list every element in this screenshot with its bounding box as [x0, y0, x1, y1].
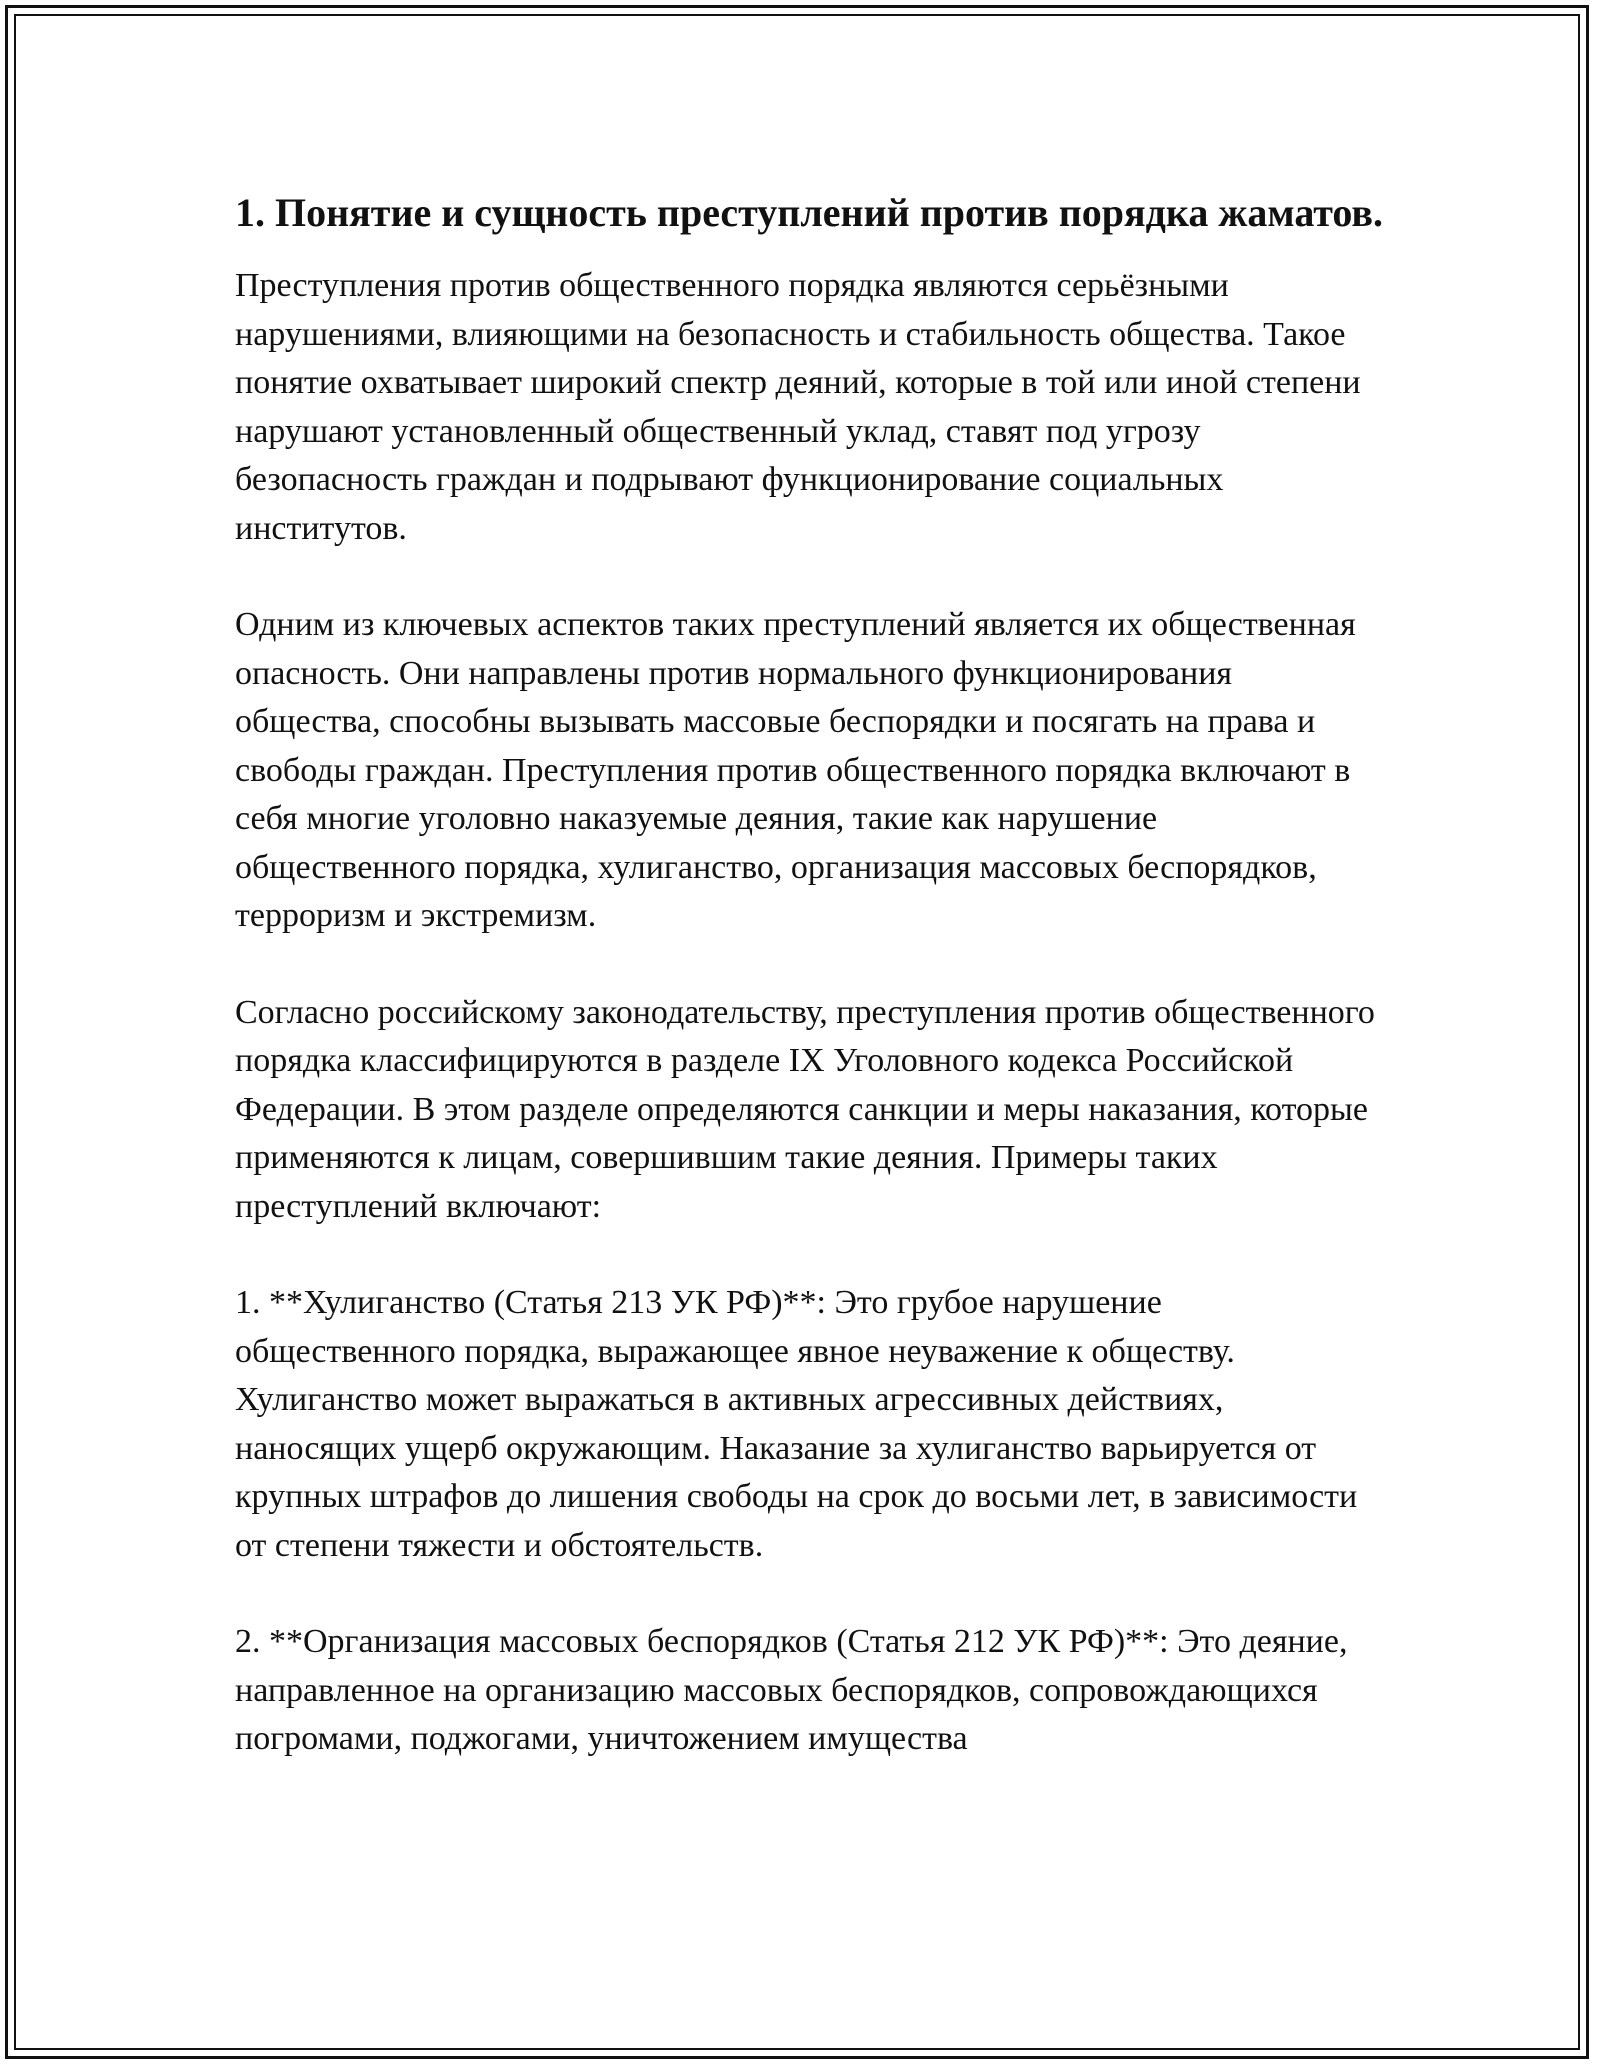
section-title: 1. Понятие и сущность преступлений против порядка жаматов. — [235, 190, 1384, 235]
list-item-mass-riots: 2. **Организация массовых беспорядков (Статья 212 УК РФ)**: Это деяние, направленное на организацию массовых беспорядков, сопровождающихся погромами, поджогами, уничтожением имущества — [235, 1623, 1348, 1757]
paragraph-intro: Преступления против общественного порядка являются серьёзными нарушениями, влияющими на безопасность и стабильность общества. Такое понятие охватывает широкий спектр деяний, которые в той или иной степени нарушают установленный общественный уклад, ставят под угрозу безопасность граждан и подрывают функционирование социальных институтов. — [235, 267, 1361, 547]
document-body — [235, 188, 1385, 1812]
list-item-hooliganism: 1. **Хулиганство (Статья 213 УК РФ)**: Это грубое нарушение общественного порядка, выражающее явное неуважение к обществу. Хулиганство может выражаться в активных агрессивных действиях, наносящих ущерб окружающим. Наказание за хулиганство варьируется от крупных штрафов до лишения свободы на срок до восьми лет, в зависимости от степени тяжести и обстоятельств. — [235, 1284, 1358, 1564]
paragraph-legislation: Согласно российскому законодательству, преступления против общественного порядка классифицируются в разделе IX Уголовного кодекса Российской Федерации. В этом разделе определяются санкции и меры наказания, которые применяются к лицам, совершившим такие деяния. Примеры таких преступлений включают: — [235, 993, 1375, 1225]
paragraph-danger: Одним из ключевых аспектов таких преступлений является их общественная опасность. Они направлены против нормального функционирования общества, способны вызывать массовые беспорядки и посягать на права и свободы граждан. Преступления против общественного порядка включают в себя многие уголовно наказуемые деяния, такие как нарушение общественного порядка, хулиганство, организация массовых беспорядков, терроризм и экстремизм. — [235, 606, 1356, 934]
